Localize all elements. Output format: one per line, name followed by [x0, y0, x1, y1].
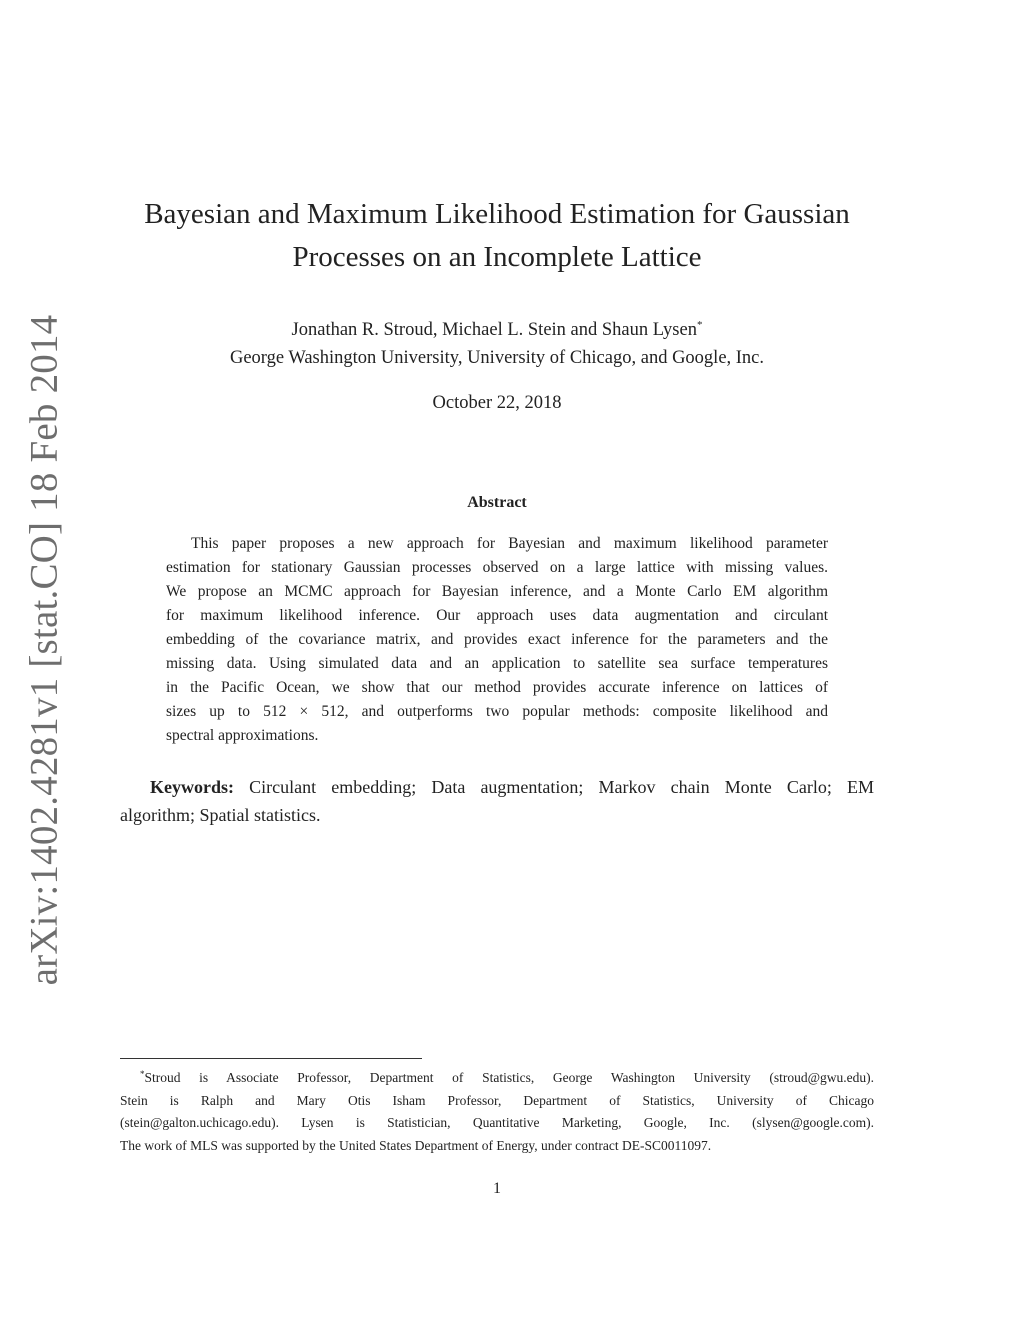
footnote-line: Stein is Ralph and Mary Otis Isham Professor, Department of Statistics, University of Chicago: [120, 1092, 874, 1108]
author-names-line: [120, 311, 874, 344]
keywords-line-2: algorithm; Spatial statistics.: [120, 805, 321, 825]
footnote-line: (stein@galton.uchicago.edu). Lysen is Statistician, Quantitative Marketing, Google, Inc. (slysen@google.com).: [120, 1115, 874, 1130]
abstract-line: This paper proposes a new approach for Bayesian and maximum likelihood parameter: [191, 535, 828, 552]
paper-date: October 22, 2018: [432, 393, 562, 413]
footnote-divider: [120, 1058, 422, 1059]
abstract-body: [166, 532, 828, 748]
abstract-line: We propose an MCMC approach for Bayesian inference, and a Monte Carlo EM algorithm: [166, 583, 828, 600]
abstract-line: missing data. Using simulated data and an application to satellite sea surface temperatures: [166, 655, 828, 672]
footnote-line: The work of MLS was supported by the United States Department of Energy, under contract DE-SC0011097.: [120, 1137, 712, 1153]
title-line-1: Bayesian and Maximum Likelihood Estimation for Gaussian: [144, 198, 850, 230]
abstract-line: spectral approximations.: [166, 727, 319, 744]
arxiv-identifier: arXiv:1402.4281v1 [stat.CO] 18 Feb 2014: [22, 314, 66, 986]
keywords-block: [120, 773, 874, 829]
author-footnote-marker: *: [696, 319, 703, 331]
abstract-heading: Abstract: [467, 494, 527, 511]
footnote-line-1: [120, 1063, 874, 1090]
author-block: [120, 311, 874, 372]
author-affiliations: George Washington University, University of Chicago, and Google, Inc.: [229, 348, 765, 368]
abstract-line: estimation for stationary Gaussian processes observed on a large lattice with missing values.: [166, 559, 828, 576]
title-line-2: Processes on an Incomplete Lattice: [292, 241, 702, 273]
abstract-line: embedding of the covariance matrix, and provides exact inference for the parameters and the: [166, 631, 828, 648]
footnote: [120, 1063, 874, 1157]
keywords-line-1: [120, 773, 874, 801]
abstract-line: sizes up to 512 × 512, and outperforms two popular methods: composite likelihood and: [166, 703, 828, 720]
footnote-marker: *: [140, 1069, 145, 1079]
paper-title: [120, 193, 874, 279]
author-names: Jonathan R. Stroud, Michael L. Stein and Shaun Lysen: [291, 320, 697, 340]
keywords-text: Circulant embedding; Data augmentation; Markov chain Monte Carlo; EM: [249, 777, 874, 797]
footnote-text: Stroud is Associate Professor, Department of Statistics, George Washington University (stroud@gwu.edu).: [144, 1070, 874, 1085]
abstract-line: in the Pacific Ocean, we show that our method provides accurate inference on lattices of: [166, 679, 828, 696]
abstract-line: for maximum likelihood inference. Our approach uses data augmentation and circulant: [166, 607, 828, 624]
keywords-label: Keywords:: [150, 777, 234, 797]
page-number: 1: [493, 1180, 501, 1197]
